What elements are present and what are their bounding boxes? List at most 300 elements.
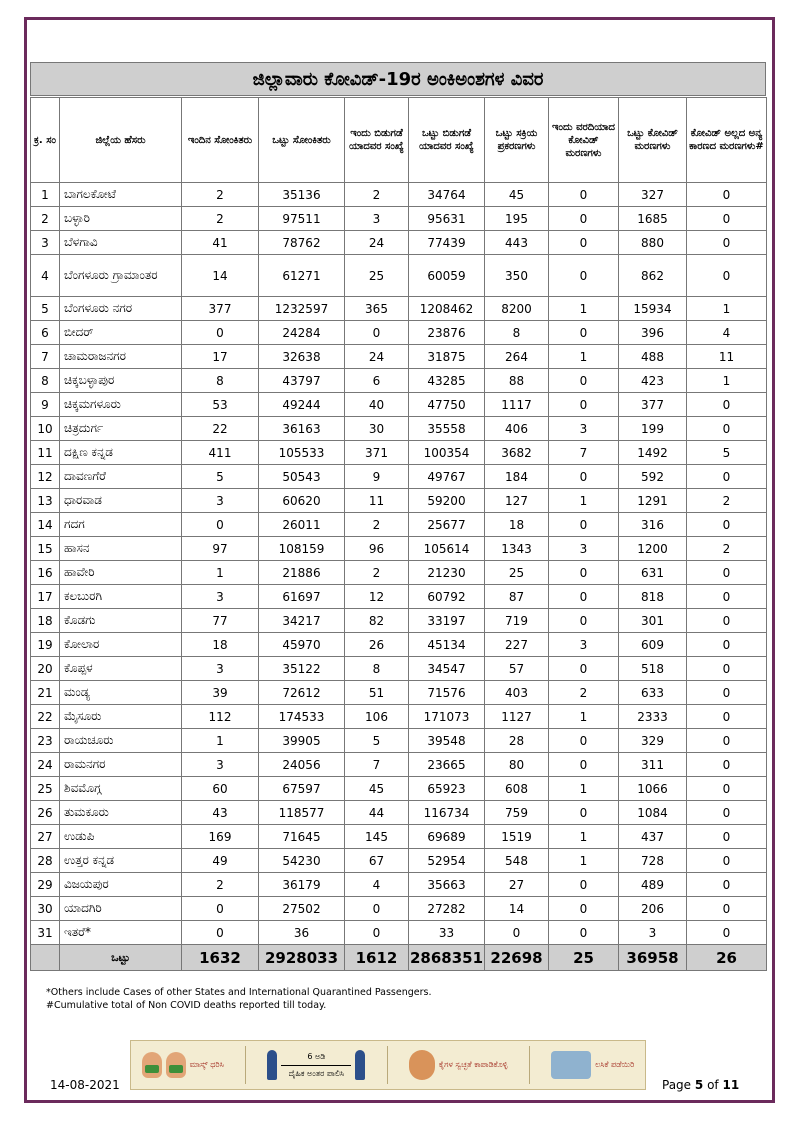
header-district: ಜಿಲ್ಲೆಯ ಹೆಸರು [60, 98, 182, 183]
value-cell: 311 [619, 753, 687, 777]
sl-cell: 22 [31, 705, 60, 729]
value-cell: 719 [485, 609, 549, 633]
district-name-cell: ತುಮಕೂರು [60, 801, 182, 825]
value-cell: 25677 [409, 513, 485, 537]
value-cell: 0 [687, 777, 767, 801]
value-cell: 862 [619, 255, 687, 297]
header-today-discharged: ಇಂದು ಬಿಡುಗಡೆ ಯಾದವರ ಸಂಖ್ಯೆ [345, 98, 409, 183]
value-cell: 45970 [259, 633, 345, 657]
table-row [31, 513, 767, 537]
table-row [31, 417, 767, 441]
value-cell: 61271 [259, 255, 345, 297]
value-cell: 0 [687, 801, 767, 825]
value-cell: 1 [549, 705, 619, 729]
value-cell: 32638 [259, 345, 345, 369]
value-cell: 27502 [259, 897, 345, 921]
value-cell: 61697 [259, 585, 345, 609]
sl-cell: 8 [31, 369, 60, 393]
value-cell: 39905 [259, 729, 345, 753]
total-cell: 22698 [485, 945, 549, 971]
value-cell: 24284 [259, 321, 345, 345]
value-cell: 174533 [259, 705, 345, 729]
value-cell: 206 [619, 897, 687, 921]
value-cell: 45 [345, 777, 409, 801]
value-cell: 27 [485, 873, 549, 897]
district-name-cell: ಧಾರವಾಡ [60, 489, 182, 513]
value-cell: 21230 [409, 561, 485, 585]
value-cell: 631 [619, 561, 687, 585]
value-cell: 78762 [259, 231, 345, 255]
value-cell: 14 [182, 255, 259, 297]
total-cell: 1632 [182, 945, 259, 971]
sl-cell: 5 [31, 297, 60, 321]
table-row [31, 393, 767, 417]
district-name-cell: ಬೆಂಗಳೂರು ನಗರ [60, 297, 182, 321]
value-cell: 88 [485, 369, 549, 393]
value-cell: 377 [619, 393, 687, 417]
sl-cell: 18 [31, 609, 60, 633]
value-cell: 329 [619, 729, 687, 753]
distance-segment [267, 1050, 365, 1080]
value-cell: 34217 [259, 609, 345, 633]
value-cell: 592 [619, 465, 687, 489]
value-cell: 0 [687, 705, 767, 729]
value-cell: 105533 [259, 441, 345, 465]
district-name-cell: ಚಿಕ್ಕಮಗಳೂರು [60, 393, 182, 417]
value-cell: 3 [549, 417, 619, 441]
value-cell: 0 [182, 921, 259, 945]
value-cell: 1 [549, 849, 619, 873]
value-cell: 0 [687, 417, 767, 441]
district-name-cell: ಮೈಸೂರು [60, 705, 182, 729]
value-cell: 43 [182, 801, 259, 825]
header-non-covid-deaths: ಕೋವಿಡ್ ಅಲ್ಲದ ಅನ್ಯ ಕಾರಣದ ಮರಣಗಳು# [687, 98, 767, 183]
value-cell: 1343 [485, 537, 549, 561]
value-cell: 0 [687, 657, 767, 681]
value-cell: 11 [687, 345, 767, 369]
district-name-cell: ಉತ್ತರ ಕನ್ನಡ [60, 849, 182, 873]
district-name-cell: ಶಿವಮೊಗ್ಗ [60, 777, 182, 801]
value-cell: 2 [182, 873, 259, 897]
value-cell: 184 [485, 465, 549, 489]
value-cell: 65923 [409, 777, 485, 801]
value-cell: 2 [549, 681, 619, 705]
value-cell: 23876 [409, 321, 485, 345]
value-cell: 2 [182, 207, 259, 231]
value-cell: 7 [345, 753, 409, 777]
value-cell: 36179 [259, 873, 345, 897]
value-cell: 316 [619, 513, 687, 537]
district-name-cell: ದಾವಣಗೆರೆ [60, 465, 182, 489]
value-cell: 264 [485, 345, 549, 369]
table-row [31, 753, 767, 777]
value-cell: 0 [345, 897, 409, 921]
value-cell: 96 [345, 537, 409, 561]
value-cell: 0 [687, 207, 767, 231]
header-today-cases: ಇಂದಿನ ಸೋಂಕಿತರು [182, 98, 259, 183]
table-row [31, 873, 767, 897]
value-cell: 33197 [409, 609, 485, 633]
district-name-cell: ಇತರೆ* [60, 921, 182, 945]
value-cell: 108159 [259, 537, 345, 561]
report-date: 14-08-2021 [50, 1078, 120, 1092]
value-cell: 350 [485, 255, 549, 297]
district-name-cell: ಬಾಗಲಕೋಟೆ [60, 183, 182, 207]
value-cell: 3 [619, 921, 687, 945]
value-cell: 0 [182, 897, 259, 921]
district-name-cell: ಯಾದಗಿರಿ [60, 897, 182, 921]
distance-value: 6 ಅಡಿ [307, 1051, 326, 1061]
total-cell: 25 [549, 945, 619, 971]
value-cell: 3 [182, 585, 259, 609]
total-cell: 2868351 [409, 945, 485, 971]
value-cell: 8 [485, 321, 549, 345]
page-current: 5 [694, 1078, 704, 1092]
header-total-deaths: ಒಟ್ಟು ಕೋವಿಡ್ ಮರಣಗಳು [619, 98, 687, 183]
masked-face-icon [142, 1052, 162, 1078]
value-cell: 2 [345, 561, 409, 585]
value-cell: 51 [345, 681, 409, 705]
value-cell: 2 [345, 183, 409, 207]
value-cell: 0 [687, 681, 767, 705]
district-name-cell: ರಾಮನಗರ [60, 753, 182, 777]
table-row [31, 633, 767, 657]
value-cell: 40 [345, 393, 409, 417]
value-cell: 2333 [619, 705, 687, 729]
value-cell: 21886 [259, 561, 345, 585]
value-cell: 728 [619, 849, 687, 873]
value-cell: 5 [345, 729, 409, 753]
value-cell: 0 [687, 753, 767, 777]
value-cell: 95631 [409, 207, 485, 231]
value-cell: 39548 [409, 729, 485, 753]
sl-cell: 2 [31, 207, 60, 231]
table-row [31, 321, 767, 345]
value-cell: 518 [619, 657, 687, 681]
hygiene-text: ಕೈಗಳ ಸ್ವಚ್ಛತೆ ಕಾಪಾಡಿಕೊಳ್ಳಿ [438, 1060, 508, 1069]
value-cell: 0 [687, 561, 767, 585]
district-name-cell: ಕೊಪ್ಪಳ [60, 657, 182, 681]
footnote-non-covid: #Cumulative total of Non COVID deaths reported till today. [46, 1000, 327, 1011]
value-cell: 4 [345, 873, 409, 897]
header-total-discharged: ಒಟ್ಟು ಬಿಡುಗಡೆ ಯಾದವರ ಸಂಖ್ಯೆ [409, 98, 485, 183]
value-cell: 69689 [409, 825, 485, 849]
value-cell: 60 [182, 777, 259, 801]
value-cell: 0 [687, 633, 767, 657]
value-cell: 71576 [409, 681, 485, 705]
sl-cell: 11 [31, 441, 60, 465]
value-cell: 8 [345, 657, 409, 681]
mask-text: ಮಾಸ್ಕ್ ಧರಿಸಿ [189, 1060, 224, 1069]
value-cell: 0 [687, 393, 767, 417]
value-cell: 60059 [409, 255, 485, 297]
person-icon [267, 1050, 277, 1080]
sl-cell: 28 [31, 849, 60, 873]
value-cell: 1127 [485, 705, 549, 729]
table-row [31, 231, 767, 255]
value-cell: 171073 [409, 705, 485, 729]
total-cell: 1612 [345, 945, 409, 971]
value-cell: 437 [619, 825, 687, 849]
value-cell: 0 [687, 231, 767, 255]
value-cell: 365 [345, 297, 409, 321]
banner-divider [529, 1046, 530, 1084]
distance-label [281, 1052, 351, 1079]
value-cell: 0 [687, 849, 767, 873]
table-row [31, 561, 767, 585]
district-name-cell: ಉಡುಪಿ [60, 825, 182, 849]
value-cell: 0 [549, 231, 619, 255]
district-name-cell: ಕಲಬುರಗಿ [60, 585, 182, 609]
value-cell: 87 [485, 585, 549, 609]
value-cell: 26 [345, 633, 409, 657]
district-name-cell: ಚಾಮರಾಜನಗರ [60, 345, 182, 369]
table-row [31, 801, 767, 825]
value-cell: 8200 [485, 297, 549, 321]
header-active: ಒಟ್ಟು ಸಕ್ರಿಯ ಪ್ರಕರಣಗಳು [485, 98, 549, 183]
safety-banner [130, 1040, 646, 1090]
sl-cell: 13 [31, 489, 60, 513]
district-name-cell: ಚಿತ್ರದುರ್ಗ [60, 417, 182, 441]
value-cell: 59200 [409, 489, 485, 513]
total-row [31, 945, 767, 971]
value-cell: 1 [687, 369, 767, 393]
value-cell: 18 [182, 633, 259, 657]
masked-face-icon [166, 1052, 186, 1078]
value-cell: 1 [549, 489, 619, 513]
value-cell: 406 [485, 417, 549, 441]
value-cell: 0 [549, 513, 619, 537]
page-prefix: Page [662, 1078, 692, 1092]
table-row [31, 585, 767, 609]
value-cell: 2 [687, 537, 767, 561]
value-cell: 0 [485, 921, 549, 945]
value-cell: 35663 [409, 873, 485, 897]
table-row [31, 897, 767, 921]
value-cell: 377 [182, 297, 259, 321]
value-cell: 3 [182, 489, 259, 513]
value-cell: 169 [182, 825, 259, 849]
value-cell: 0 [549, 921, 619, 945]
value-cell: 145 [345, 825, 409, 849]
value-cell: 4 [687, 321, 767, 345]
footnote-others: *Others include Cases of other States and International Quarantined Passengers. [46, 987, 432, 998]
value-cell: 0 [549, 753, 619, 777]
value-cell: 0 [687, 897, 767, 921]
value-cell: 26011 [259, 513, 345, 537]
value-cell: 17 [182, 345, 259, 369]
value-cell: 11 [345, 489, 409, 513]
hand-wash-icon [409, 1050, 435, 1080]
hygiene-segment [409, 1050, 508, 1080]
value-cell: 30 [345, 417, 409, 441]
sl-cell: 14 [31, 513, 60, 537]
table-row [31, 297, 767, 321]
value-cell: 116734 [409, 801, 485, 825]
vaccine-text: ಲಸಿಕೆ ಪಡೆಯಿರಿ [595, 1060, 635, 1069]
table-row [31, 849, 767, 873]
vaccination-icon [551, 1051, 591, 1079]
value-cell: 28 [485, 729, 549, 753]
value-cell: 0 [549, 561, 619, 585]
header-total-cases: ಒಟ್ಟು ಸೋಂಕಿತರು [259, 98, 345, 183]
value-cell: 1291 [619, 489, 687, 513]
value-cell: 0 [549, 393, 619, 417]
page-of: of [707, 1078, 719, 1092]
value-cell: 3 [345, 207, 409, 231]
value-cell: 609 [619, 633, 687, 657]
value-cell: 60620 [259, 489, 345, 513]
value-cell: 25 [345, 255, 409, 297]
value-cell: 1 [549, 825, 619, 849]
table-row [31, 777, 767, 801]
district-name-cell: ಕೊಡಗು [60, 609, 182, 633]
value-cell: 1 [549, 777, 619, 801]
table-row [31, 921, 767, 945]
district-covid-table [30, 97, 767, 971]
value-cell: 1208462 [409, 297, 485, 321]
value-cell: 443 [485, 231, 549, 255]
value-cell: 3 [182, 657, 259, 681]
value-cell: 0 [549, 465, 619, 489]
value-cell: 24 [345, 345, 409, 369]
value-cell: 3 [549, 633, 619, 657]
table-row [31, 441, 767, 465]
value-cell: 818 [619, 585, 687, 609]
value-cell: 105614 [409, 537, 485, 561]
district-name-cell: ಬೆಂಗಳೂರು ಗ್ರಾಮಾಂತರ [60, 255, 182, 297]
value-cell: 23665 [409, 753, 485, 777]
sl-cell: 16 [31, 561, 60, 585]
value-cell: 33 [409, 921, 485, 945]
value-cell: 0 [549, 183, 619, 207]
value-cell: 77 [182, 609, 259, 633]
district-name-cell: ವಿಜಯಪುರ [60, 873, 182, 897]
value-cell: 35136 [259, 183, 345, 207]
value-cell: 0 [549, 369, 619, 393]
value-cell: 45134 [409, 633, 485, 657]
value-cell: 2 [345, 513, 409, 537]
value-cell: 49767 [409, 465, 485, 489]
value-cell: 112 [182, 705, 259, 729]
distance-text: ದೈಹಿಕ ಅಂತರ ಪಾಲಿಸಿ [288, 1068, 345, 1078]
value-cell: 396 [619, 321, 687, 345]
value-cell: 759 [485, 801, 549, 825]
value-cell: 0 [549, 873, 619, 897]
sl-cell: 27 [31, 825, 60, 849]
total-sl-cell [31, 945, 60, 971]
value-cell: 0 [549, 729, 619, 753]
person-icon [355, 1050, 365, 1080]
value-cell: 1 [549, 345, 619, 369]
value-cell: 106 [345, 705, 409, 729]
value-cell: 0 [549, 255, 619, 297]
table-row [31, 183, 767, 207]
value-cell: 0 [549, 897, 619, 921]
value-cell: 0 [549, 801, 619, 825]
value-cell: 100354 [409, 441, 485, 465]
value-cell: 2 [182, 183, 259, 207]
table-row [31, 537, 767, 561]
value-cell: 0 [687, 255, 767, 297]
value-cell: 633 [619, 681, 687, 705]
value-cell: 1 [182, 561, 259, 585]
value-cell: 0 [687, 513, 767, 537]
value-cell: 1 [687, 297, 767, 321]
value-cell: 0 [549, 609, 619, 633]
value-cell: 0 [549, 207, 619, 231]
value-cell: 0 [182, 321, 259, 345]
value-cell: 14 [485, 897, 549, 921]
table-row [31, 207, 767, 231]
table-body [31, 183, 767, 945]
district-name-cell: ಹಾಸನ [60, 537, 182, 561]
sl-cell: 31 [31, 921, 60, 945]
value-cell: 3 [549, 537, 619, 561]
district-name-cell: ಚಿಕ್ಕಬಳ್ಳಾಪುರ [60, 369, 182, 393]
value-cell: 1066 [619, 777, 687, 801]
value-cell: 3682 [485, 441, 549, 465]
value-cell: 45 [485, 183, 549, 207]
banner-divider [387, 1046, 388, 1084]
district-name-cell: ಬೀದರ್ [60, 321, 182, 345]
value-cell: 423 [619, 369, 687, 393]
sl-cell: 21 [31, 681, 60, 705]
value-cell: 43285 [409, 369, 485, 393]
value-cell: 67 [345, 849, 409, 873]
value-cell: 0 [687, 825, 767, 849]
header-today-deaths: ಇಂದು ವರದಿಯಾದ ಕೋವಿಡ್ ಮರಣಗಳು [549, 98, 619, 183]
value-cell: 0 [687, 873, 767, 897]
value-cell: 50543 [259, 465, 345, 489]
value-cell: 880 [619, 231, 687, 255]
value-cell: 227 [485, 633, 549, 657]
value-cell: 0 [687, 729, 767, 753]
value-cell: 0 [549, 585, 619, 609]
sl-cell: 1 [31, 183, 60, 207]
value-cell: 52954 [409, 849, 485, 873]
value-cell: 27282 [409, 897, 485, 921]
table-row [31, 369, 767, 393]
total-cell: 2928033 [259, 945, 345, 971]
table-row [31, 825, 767, 849]
sl-cell: 23 [31, 729, 60, 753]
table-row [31, 681, 767, 705]
value-cell: 34547 [409, 657, 485, 681]
value-cell: 5 [687, 441, 767, 465]
sl-cell: 6 [31, 321, 60, 345]
value-cell: 54230 [259, 849, 345, 873]
value-cell: 71645 [259, 825, 345, 849]
value-cell: 1 [549, 297, 619, 321]
value-cell: 49 [182, 849, 259, 873]
sl-cell: 3 [31, 231, 60, 255]
value-cell: 7 [549, 441, 619, 465]
vaccine-segment [551, 1051, 634, 1079]
sl-cell: 24 [31, 753, 60, 777]
sl-cell: 12 [31, 465, 60, 489]
value-cell: 43797 [259, 369, 345, 393]
sl-cell: 26 [31, 801, 60, 825]
value-cell: 77439 [409, 231, 485, 255]
district-name-cell: ಬೆಳಗಾವಿ [60, 231, 182, 255]
value-cell: 5 [182, 465, 259, 489]
sl-cell: 30 [31, 897, 60, 921]
value-cell: 35558 [409, 417, 485, 441]
value-cell: 1200 [619, 537, 687, 561]
value-cell: 411 [182, 441, 259, 465]
value-cell: 8 [182, 369, 259, 393]
